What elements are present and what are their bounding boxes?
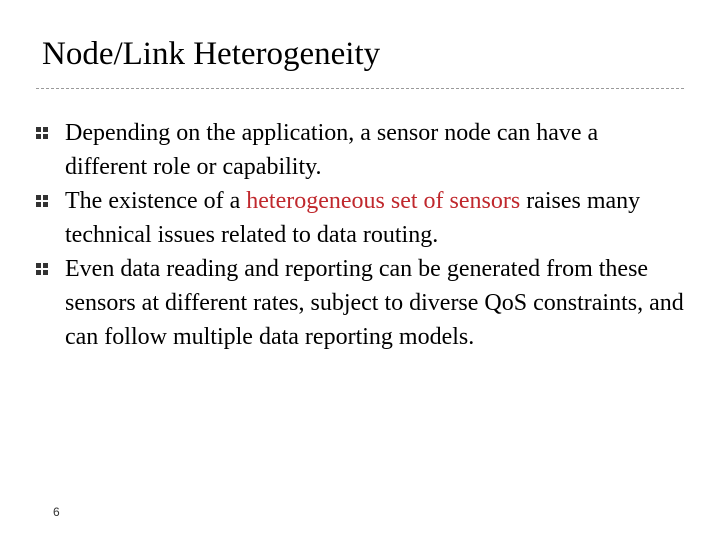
square-bullet-icon [36,195,48,208]
square-bullet-icon [36,127,48,140]
bullet-text-after: raises many technical issues related to data routing. [65,188,641,248]
bullet-text: Depending on the application, a sensor node can have a different role or capability. [65,120,599,180]
square-bullet-icon [36,263,48,276]
highlighted-phrase: heterogeneous set of sensors [246,188,521,214]
bullet-list [36,116,686,354]
slide-title: Node/Link Heterogeneity [42,36,381,72]
bullet-item [36,116,686,184]
page-number: 6 [53,505,60,519]
title-divider [36,88,684,89]
bullet-item [36,252,686,354]
bullet-text-before: The existence of a [65,188,247,214]
bullet-item [36,184,686,252]
bullet-text: Even data reading and reporting can be generated from these sensors at different rates, subject to diverse QoS constraints, and can follow multiple data reporting models. [65,256,684,350]
